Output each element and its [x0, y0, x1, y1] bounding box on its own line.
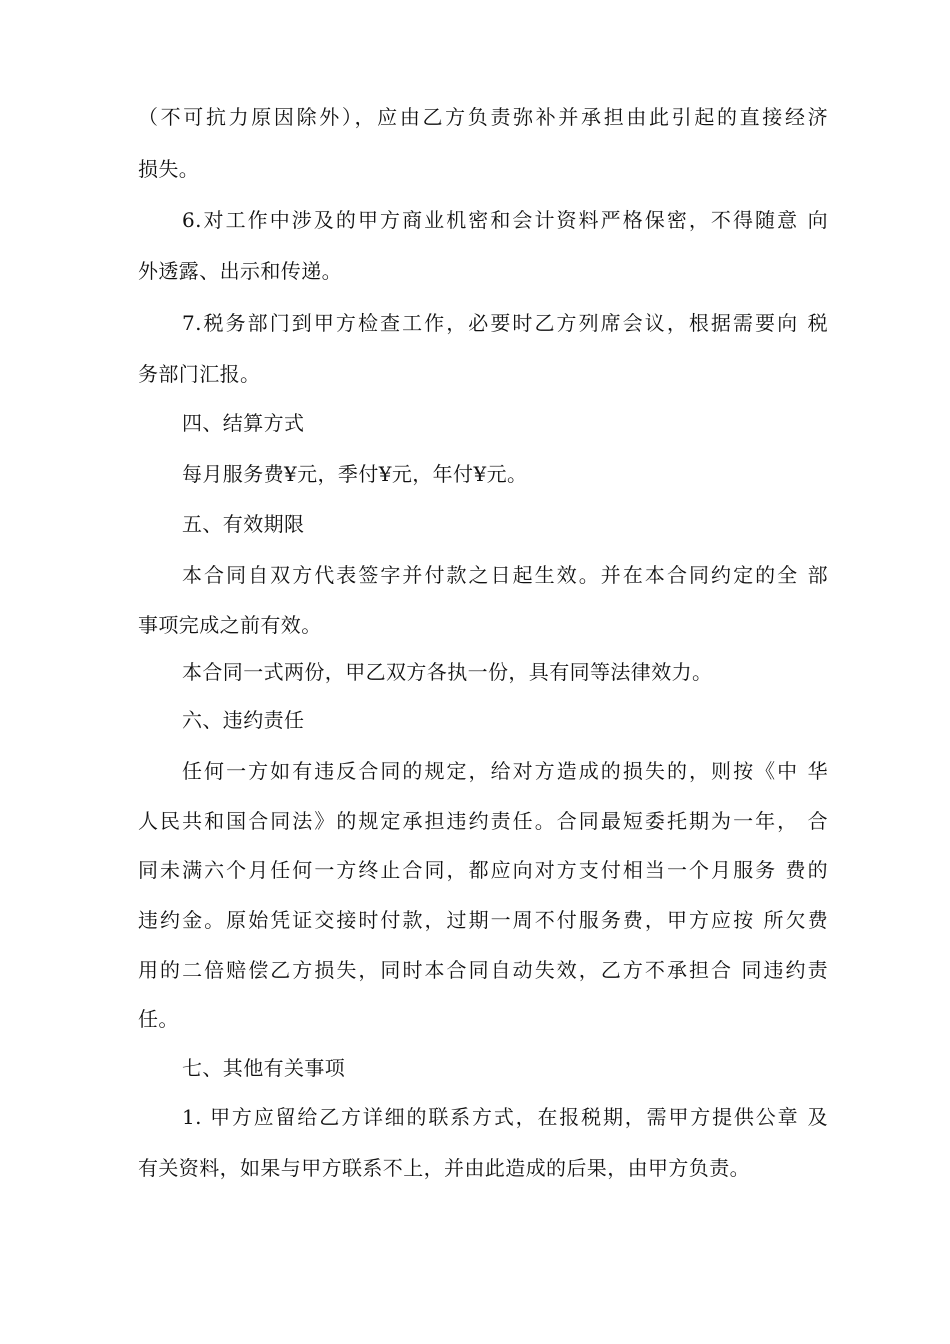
section-heading: 六、违约责任 [182, 708, 305, 732]
text-line: 事项完成之前有效。 [138, 613, 322, 637]
text-line: 外透露、出示和传递。 [138, 259, 342, 283]
text-line: 同未满六个月任何一方终止合同，都应向对方支付相当一个月服务 费的 [138, 858, 828, 882]
text-line: 用的二倍赔偿乙方损失，同时本合同自动失效，乙方不承担合 同违约责 [138, 958, 828, 982]
text-line: 损失。 [138, 157, 200, 181]
text-line: （不可抗力原因除外），应由乙方负责弥补并承担由此引起的直接经济 [138, 105, 828, 129]
text-line: 6.对工作中涉及的甲方商业机密和会计资料严格保密，不得随意 向 [182, 208, 828, 232]
section-heading: 七、其他有关事项 [182, 1056, 346, 1080]
text-line: 7.税务部门到甲方检查工作，必要时乙方列席会议，根据需要向 税 [182, 311, 828, 335]
text-line: 本合同一式两份，甲乙双方各执一份，具有同等法律效力。 [182, 660, 713, 684]
text-line: 任。 [138, 1007, 179, 1031]
text-line: 每月服务费¥元，季付¥元，年付¥元。 [182, 462, 528, 486]
text-line: 违约金。原始凭证交接时付款，过期一周不付服务费，甲方应按 所欠费 [138, 908, 828, 932]
section-heading: 四、结算方式 [182, 411, 305, 435]
text-line: 务部门汇报。 [138, 362, 261, 386]
text-line: 有关资料，如果与甲方联系不上，并由此造成的后果，由甲方负责。 [138, 1156, 750, 1180]
text-line: 人民共和国合同法》的规定承担违约责任。合同最短委托期为一年， 合 [138, 809, 828, 833]
text-line: 本合同自双方代表签字并付款之日起生效。并在本合同约定的全 部 [182, 563, 828, 587]
text-line: 1. 甲方应留给乙方详细的联系方式，在报税期，需甲方提供公章 及 [182, 1105, 828, 1129]
section-heading: 五、有效期限 [182, 512, 305, 536]
text-line: 任何一方如有违反合同的规定，给对方造成的损失的，则按《中 华 [182, 759, 828, 783]
